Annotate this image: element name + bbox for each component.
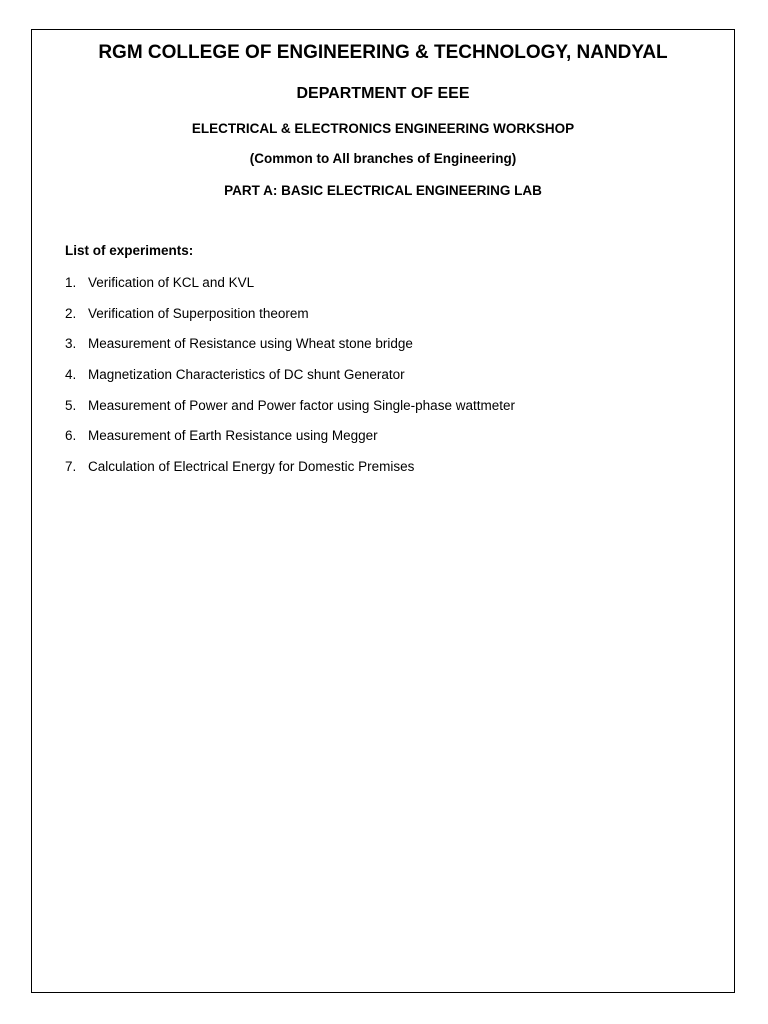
- list-item: [65, 428, 515, 459]
- item-text: Measurement of Power and Power factor using Single-phase wattmeter: [88, 397, 515, 413]
- course-note: (Common to All branches of Engineering): [249, 151, 517, 166]
- item-text: Calculation of Electrical Energy for Domestic Premises: [88, 459, 415, 475]
- item-text: Magnetization Characteristics of DC shunt Generator: [88, 367, 405, 383]
- part-title: PART A: BASIC ELECTRICAL ENGINEERING LAB: [224, 183, 542, 198]
- item-number: 3.: [65, 336, 77, 352]
- item-text: Verification of KCL and KVL: [88, 275, 255, 290]
- list-item: [65, 398, 515, 429]
- list-item: [65, 306, 515, 337]
- college-title: RGM COLLEGE OF ENGINEERING & TECHNOLOGY, NANDYAL: [98, 42, 668, 63]
- list-item: [65, 336, 515, 367]
- list-heading: List of experiments:: [65, 243, 194, 258]
- item-number: 4.: [65, 367, 77, 383]
- page-border: [31, 29, 735, 993]
- item-number: 6.: [65, 428, 77, 444]
- item-text: Measurement of Earth Resistance using Megger: [88, 428, 378, 444]
- department-title: DEPARTMENT OF EEE: [296, 85, 470, 102]
- item-number: 2.: [65, 305, 77, 321]
- item-text: Measurement of Resistance using Wheat stone bridge: [88, 336, 413, 352]
- course-title: ELECTRICAL & ELECTRONICS ENGINEERING WORKSHOP: [191, 121, 575, 136]
- item-number: 5.: [65, 397, 77, 413]
- list-item: [65, 275, 515, 306]
- list-item: [65, 367, 515, 398]
- item-number: 1.: [65, 275, 77, 290]
- experiment-list: [65, 275, 515, 490]
- item-text: Verification of Superposition theorem: [88, 305, 309, 321]
- item-number: 7.: [65, 459, 77, 475]
- list-item: [65, 459, 515, 490]
